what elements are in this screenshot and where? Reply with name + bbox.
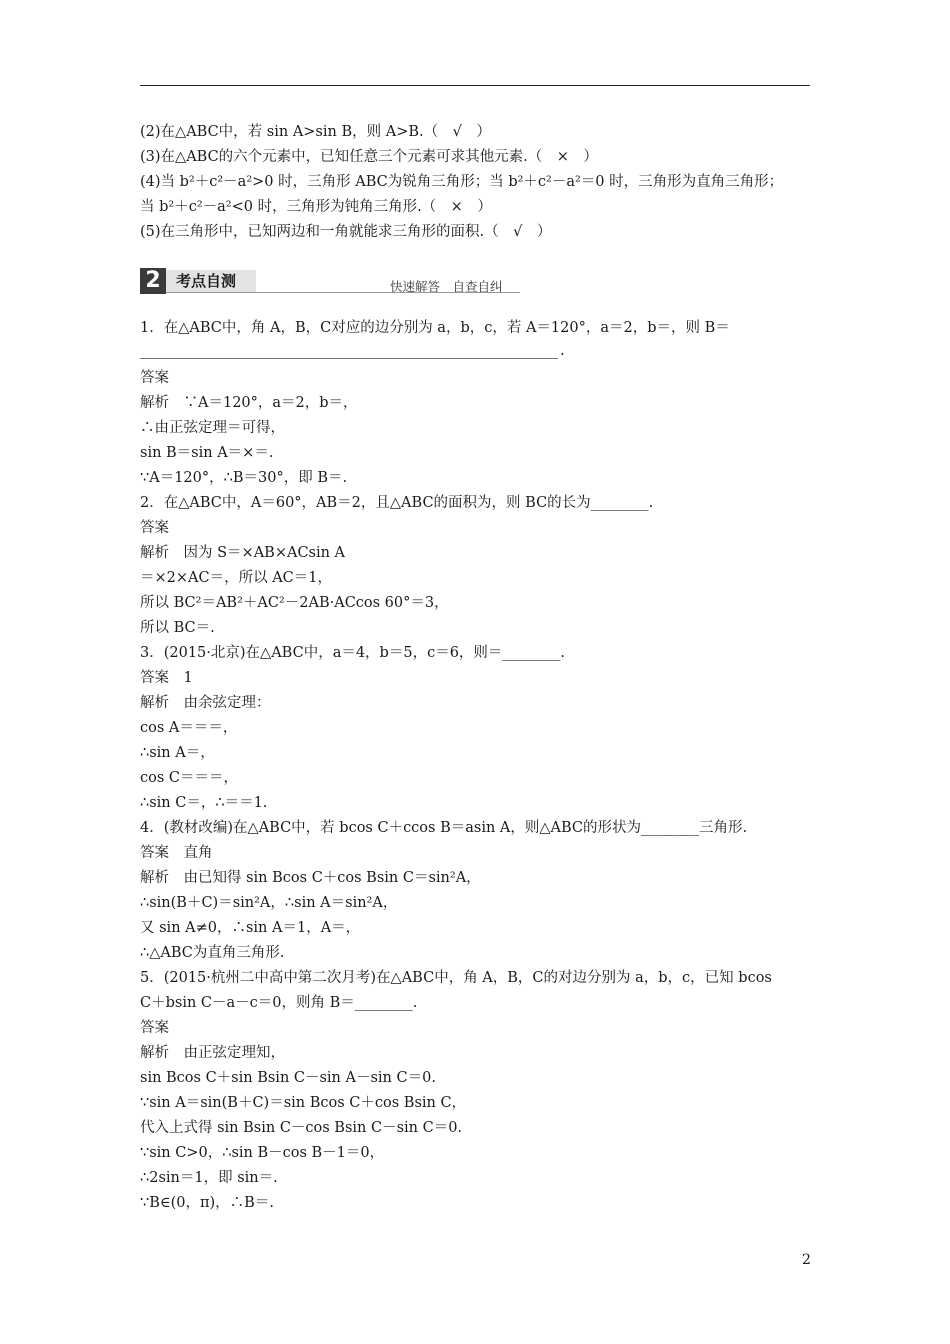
solution-line: 解析 由已知得 sin Bcos C＋cos Bsin C＝sin²A， bbox=[140, 870, 481, 886]
text-line: (2)在△ABC中，若 sin A>sin B，则 A>B.（ √ ） bbox=[140, 124, 491, 140]
solution-line: cos C＝＝＝， bbox=[140, 770, 238, 786]
solution-line: ∴sin C＝，∴＝＝1. bbox=[140, 795, 268, 811]
solution-line: 代入上式得 sin Bsin C－cos Bsin C－sin C＝0. bbox=[140, 1120, 463, 1136]
solution-line: 所以 BC＝. bbox=[140, 620, 215, 636]
text-line: 当 b²＋c²－a²<0 时，三角形为钝角三角形.（ × ） bbox=[140, 199, 492, 215]
answer-label: 答案 直角 bbox=[140, 845, 213, 861]
solution-line: ∴2sin＝1，即 sin＝. bbox=[140, 1170, 278, 1186]
answer-label: 答案 1 bbox=[140, 670, 193, 686]
section-underline bbox=[166, 292, 520, 293]
solution-line: ∴△ABC为直角三角形. bbox=[140, 945, 285, 961]
question-line: 3．(2015·北京)在△ABC中，a＝4，b＝5，c＝6，则＝________. bbox=[140, 645, 566, 661]
text-line: (4)当 b²＋c²－a²>0 时，三角形 ABC为锐角三角形；当 b²＋c²－a²＝0 时，三角形为直角三角形； bbox=[140, 174, 784, 190]
page-number: 2 bbox=[802, 1252, 811, 1268]
answer-blank-period: . bbox=[560, 343, 565, 359]
header-rule bbox=[140, 85, 810, 86]
answer-label: 答案 bbox=[140, 520, 169, 536]
solution-line: ∵sin A＝sin(B＋C)＝sin Bcos C＋cos Bsin C， bbox=[140, 1095, 467, 1111]
solution-line: 解析 ∵A＝120°，a＝2，b＝， bbox=[140, 395, 358, 411]
text-line: (5)在三角形中，已知两边和一角就能求三角形的面积.（ √ ） bbox=[140, 224, 552, 240]
solution-line: ∵B∈(0，π)，∴B＝. bbox=[140, 1195, 274, 1211]
solution-line: cos A＝＝＝， bbox=[140, 720, 238, 736]
question-line: C＋bsin C－a－c＝0，则角 B＝________. bbox=[140, 995, 418, 1011]
solution-line: ∴sin A＝， bbox=[140, 745, 215, 761]
section-number-badge: 2 bbox=[140, 268, 166, 294]
section-subtitle: 快速解答 自查自纠 bbox=[390, 279, 503, 294]
solution-line: ＝×2×AC＝，所以 AC＝1， bbox=[140, 570, 332, 586]
question-line: 2．在△ABC中，A＝60°，AB＝2，且△ABC的面积为，则 BC的长为________. bbox=[140, 495, 654, 511]
section-title: 考点自测 bbox=[176, 272, 237, 290]
solution-line: ∴sin(B＋C)＝sin²A，∴sin A＝sin²A， bbox=[140, 895, 398, 911]
question-line: 1．在△ABC中，角 A，B，C对应的边分别为 a，b，c，若 A＝120°，a＝2，b＝，则 B＝ bbox=[140, 320, 730, 336]
answer-blank bbox=[140, 358, 558, 359]
solution-line: sin B＝sin A＝×＝. bbox=[140, 445, 274, 461]
solution-line: ∵sin C>0，∴sin B－cos B－1＝0， bbox=[140, 1145, 385, 1161]
solution-line: 解析 由余弦定理： bbox=[140, 695, 271, 711]
question-line: 4．(教材改编)在△ABC中，若 bcos C＋ccos B＝asin A，则△ABC的形状为________三角形. bbox=[140, 820, 748, 836]
text-line: (3)在△ABC的六个元素中，已知任意三个元素可求其他元素.（ × ） bbox=[140, 149, 598, 165]
answer-label: 答案 bbox=[140, 370, 169, 386]
solution-line: ∴由正弦定理＝可得， bbox=[140, 420, 285, 436]
solution-line: ∵A＝120°，∴B＝30°，即 B＝. bbox=[140, 470, 348, 486]
solution-line: 又 sin A≠0，∴sin A＝1，A＝， bbox=[140, 920, 361, 936]
solution-line: 解析 由正弦定理知， bbox=[140, 1045, 285, 1061]
question-line: 5．(2015·杭州二中高中第二次月考)在△ABC中，角 A，B，C的对边分别为 a，b，c，已知 bcos bbox=[140, 970, 772, 986]
solution-line: 解析 因为 S＝×AB×ACsin A bbox=[140, 545, 346, 561]
solution-line: sin Bcos C＋sin Bsin C－sin A－sin C＝0. bbox=[140, 1070, 436, 1086]
solution-line: 所以 BC²＝AB²＋AC²－2AB·ACcos 60°＝3， bbox=[140, 595, 449, 611]
answer-label: 答案 bbox=[140, 1020, 169, 1036]
